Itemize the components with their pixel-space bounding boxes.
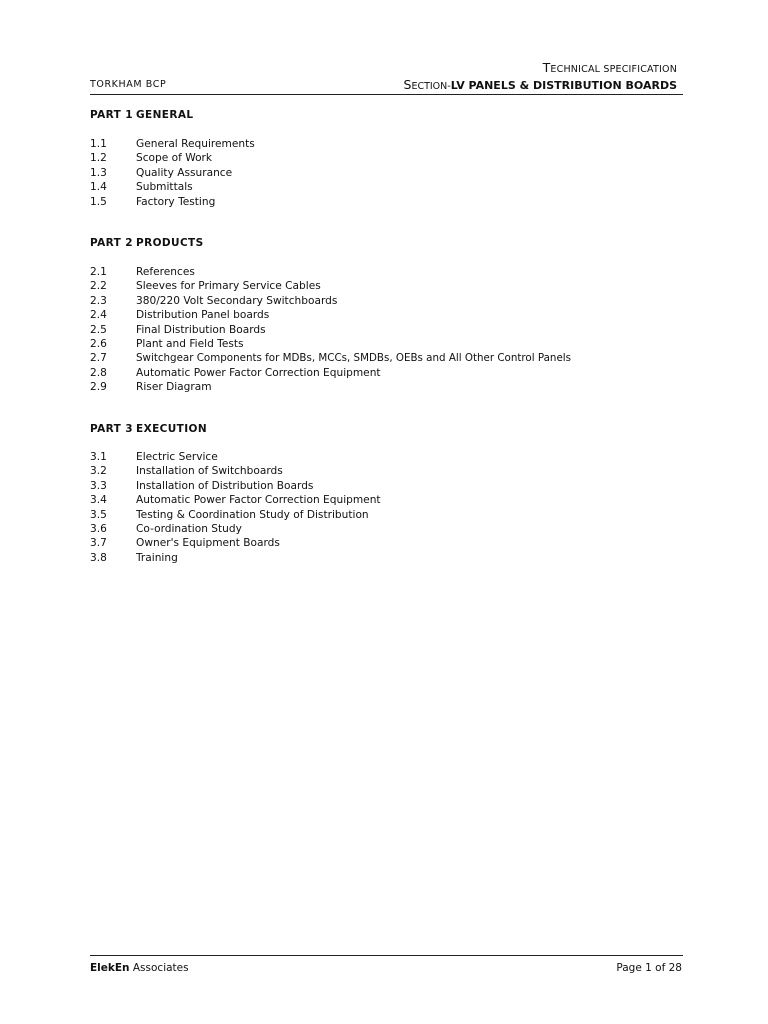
section-title: General Requirements	[136, 138, 255, 150]
list-item	[90, 180, 255, 194]
list-item	[90, 151, 255, 165]
list-item	[90, 265, 571, 279]
list-item	[90, 522, 381, 536]
section-number: 2.4	[90, 309, 107, 322]
list-item	[90, 137, 255, 151]
part-2-title: PRODUCTS	[136, 237, 204, 249]
list-item	[90, 166, 255, 180]
part-1-heading	[90, 109, 193, 121]
section-title: Owner's Equipment Boards	[136, 537, 280, 550]
section-number: 2.9	[90, 381, 107, 394]
list-item	[90, 508, 381, 522]
company-rest: Associates	[129, 962, 189, 974]
section-title: Co-ordination Study	[136, 522, 242, 535]
spec-label	[404, 59, 678, 78]
part-1-title: GENERAL	[136, 109, 194, 121]
section-title: Training	[136, 551, 178, 564]
header-divider	[90, 94, 683, 95]
part-2-heading	[90, 237, 204, 249]
list-item	[90, 195, 255, 209]
section-title: Electric Service	[136, 451, 218, 463]
section-title: Submittals	[136, 181, 193, 194]
section-number: 2.5	[90, 323, 107, 336]
section-number: 3.2	[90, 465, 107, 478]
list-item	[90, 536, 381, 550]
spec-label-cap: T	[542, 60, 551, 75]
list-item	[90, 366, 571, 380]
section-number: 1.3	[90, 166, 107, 179]
section-number: 1.1	[90, 138, 107, 150]
section-label-rest: ECTION-	[411, 81, 451, 92]
list-item	[90, 493, 381, 507]
part-3-section-list	[90, 450, 381, 565]
section-number: 3.7	[90, 537, 107, 550]
section-title: Final Distribution Boards	[136, 323, 266, 336]
document-header	[404, 59, 678, 94]
part-3-title: EXECUTION	[136, 423, 208, 435]
section-title: Sleeves for Primary Service Cables	[136, 280, 321, 293]
list-item	[90, 351, 571, 365]
section-title: Installation of Switchboards	[136, 465, 283, 478]
section-title: Testing & Coordination Study of Distribution	[136, 508, 369, 521]
section-title: Distribution Panel boards	[136, 309, 270, 322]
company-brand: ElekEn	[90, 962, 130, 974]
part-2-section-list	[90, 265, 571, 395]
list-item	[90, 479, 381, 493]
section-number: 1.2	[90, 152, 107, 165]
list-item	[90, 337, 571, 351]
section-number: 3.1	[90, 451, 107, 463]
section-title: LV PANELS & DISTRIBUTION BOARDS	[450, 79, 677, 92]
section-title: 380/220 Volt Secondary Switchboards	[136, 294, 338, 307]
list-item	[90, 551, 381, 565]
list-item	[90, 464, 381, 478]
section-title: Automatic Power Factor Correction Equipment	[136, 366, 381, 379]
section-title: Switchgear Components for MDBs, MCCs, SMDBs, OEBs and All Other Control Panels	[136, 352, 572, 365]
section-number: 2.1	[90, 266, 107, 278]
section-number: 3.8	[90, 551, 107, 564]
section-number: 2.3	[90, 294, 107, 307]
section-title: Scope of Work	[136, 152, 213, 165]
part-3-label: PART 3	[90, 423, 133, 435]
project-name: TORKHAM BCP	[90, 79, 167, 90]
section-title: Plant and Field Tests	[136, 337, 244, 350]
section-label-cap: S	[403, 77, 412, 92]
section-title: Factory Testing	[136, 195, 216, 208]
section-title: Installation of Distribution Boards	[136, 479, 314, 492]
part-3-heading	[90, 423, 207, 435]
section-title: References	[136, 266, 195, 278]
section-number: 2.6	[90, 337, 107, 350]
section-number: 3.4	[90, 494, 107, 507]
list-item	[90, 279, 571, 293]
section-number: 3.5	[90, 508, 107, 521]
list-item	[90, 294, 571, 308]
section-number: 3.3	[90, 479, 107, 492]
footer-divider	[90, 955, 683, 956]
section-number: 2.8	[90, 366, 107, 379]
section-number: 2.7	[90, 352, 107, 365]
list-item	[90, 450, 381, 464]
section-number: 3.6	[90, 522, 107, 535]
list-item	[90, 380, 571, 394]
list-item	[90, 323, 571, 337]
part-1-section-list	[90, 137, 255, 209]
spec-label-rest: ECHNICAL SPECIFICATION	[550, 64, 677, 75]
section-number: 2.2	[90, 280, 107, 293]
part-2-label: PART 2	[90, 237, 133, 249]
section-title: Riser Diagram	[136, 381, 212, 394]
section-title: Automatic Power Factor Correction Equipment	[136, 494, 381, 507]
company-name	[90, 962, 189, 974]
section-label	[404, 78, 678, 94]
section-number: 1.5	[90, 195, 107, 208]
section-number: 1.4	[90, 181, 107, 194]
section-title: Quality Assurance	[136, 166, 233, 179]
list-item	[90, 308, 571, 322]
part-1-label: PART 1	[90, 109, 133, 121]
page-number: Page 1 of 28	[616, 962, 682, 974]
